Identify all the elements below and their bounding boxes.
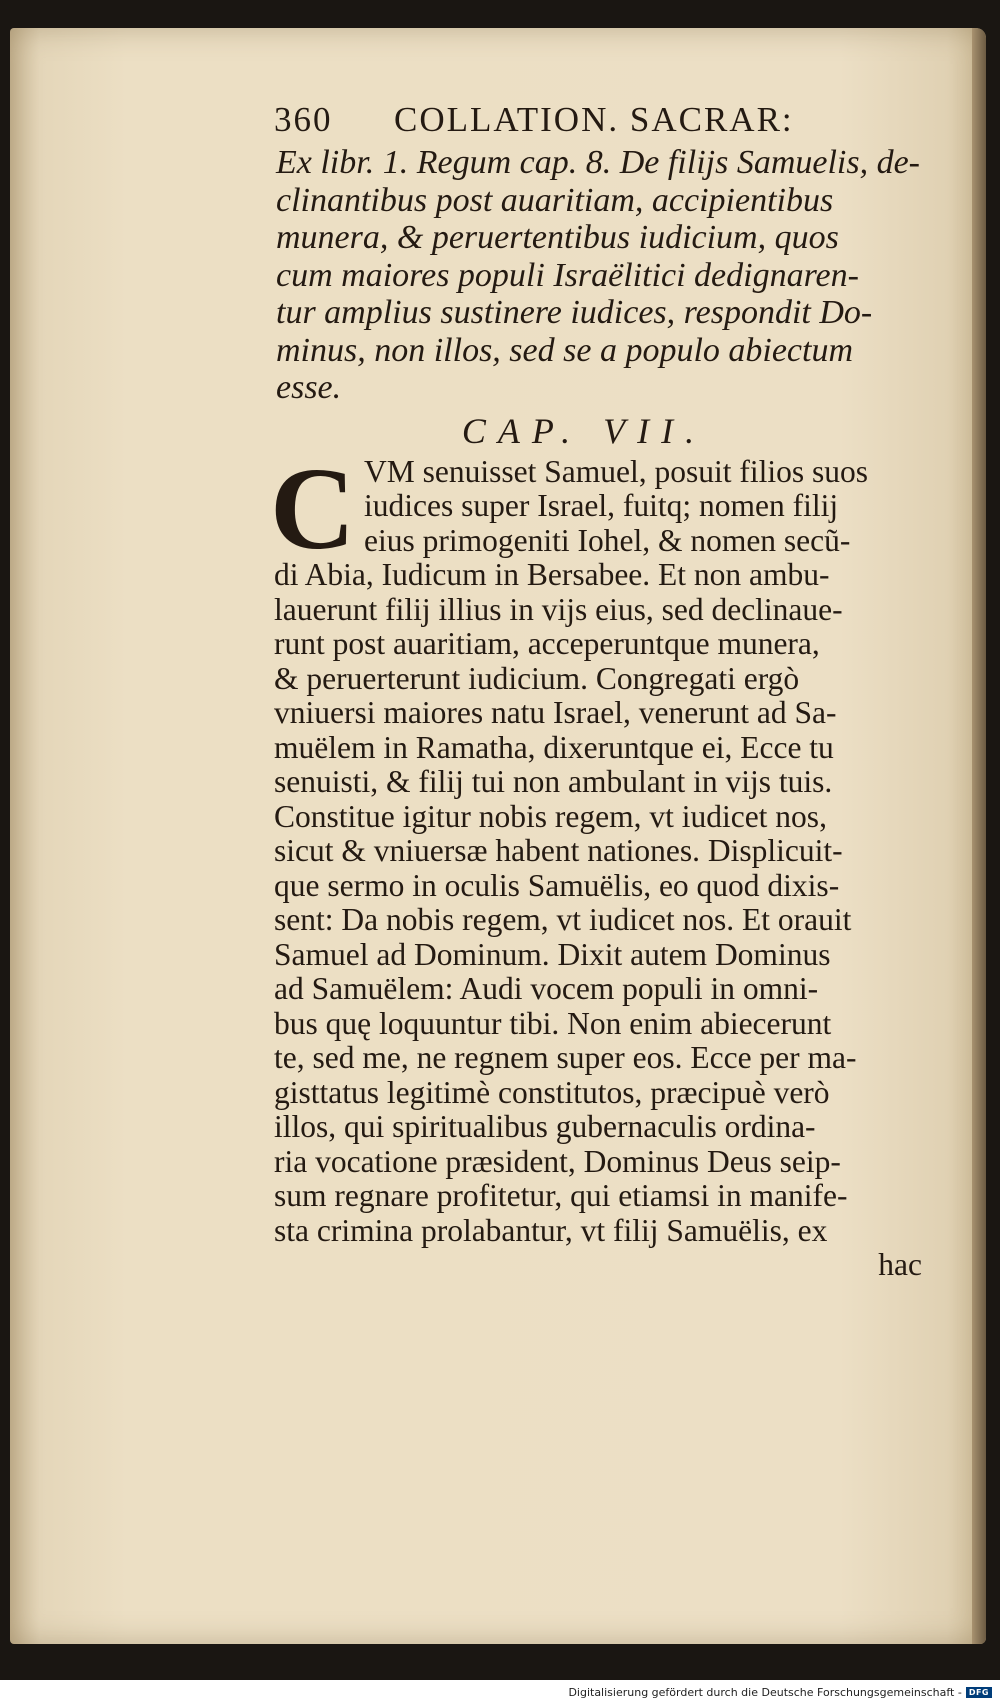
text-line: bus quę loquuntur tibi. Non enim abiecerunt [274, 1005, 832, 1041]
text-line: te, sed me, ne regnem super eos. Ecce per ma- [274, 1040, 857, 1075]
text-line: ria vocatione præsident, Dominus Deus seip- [274, 1143, 841, 1179]
catchword: hac [878, 1247, 922, 1282]
running-title: COLLATION. SACRAR: [394, 100, 794, 139]
text-line: Samuel ad Dominum. Dixit autem Dominus [274, 936, 831, 972]
text-line: illos, qui spiritualibus gubernaculis ordina- [274, 1109, 816, 1144]
text-line: Constitue igitur nobis regem, vt iudicet nos, [274, 798, 827, 834]
dfg-logo: DFG [966, 1687, 992, 1698]
summary-line: cum maiores populi Israëlitici dedignaren- [276, 256, 859, 294]
chapter-summary [276, 144, 934, 407]
page-number: 360 [274, 100, 333, 139]
text-line: sent: Da nobis regem, vt iudicet nos. Et orauit [274, 902, 852, 937]
book-page [10, 28, 986, 1644]
text-line: gisttatus legitimè constitutos, præcipuè verò [274, 1074, 830, 1110]
summary-line: esse. [276, 369, 342, 406]
summary-line: tur amplius sustinere iudices, respondit Do- [276, 294, 873, 331]
text-line: lauerunt filij illius in vijs eius, sed declinaue- [274, 591, 843, 627]
credit-text: Digitalisierung gefördert durch die Deutsche Forschungsgemeinschaft - [568, 1686, 962, 1699]
drop-cap: C [270, 442, 356, 574]
text-line: VM senuisset Samuel, posuit filios suos [364, 453, 869, 489]
summary-line: munera, & peruertentibus iudicium, quos [276, 219, 839, 256]
chapter-heading: CAP. VII. [461, 410, 707, 451]
text-line: senuisti, & filij tui non ambulant in vijs tuis. [274, 764, 833, 799]
running-header [274, 98, 934, 144]
text-line: vniuersi maiores natu Israel, venerunt ad Sa- [274, 695, 837, 730]
digitization-credit [568, 1686, 992, 1699]
text-line: runt post auaritiam, acceperuntque munera, [274, 626, 820, 661]
text-line: di Abia, Iudicum in Bersabee. Et non ambu- [274, 557, 830, 592]
summary-line: clinantibus post auaritiam, accipientibus [276, 181, 834, 219]
text-line: & peruerterunt iudicium. Congregati ergò [274, 660, 800, 696]
text-line: muëlem in Ramatha, dixeruntque ei, Ecce tu [274, 729, 834, 765]
text-line: iudices super Israel, fuitq; nomen filij [364, 488, 839, 523]
text-line: eius primogeniti Iohel, & nomen secũ- [364, 522, 851, 558]
text-line: ad Samuëlem: Audi vocem populi in omni- [274, 971, 819, 1006]
text-line: sicut & vniuersæ habent nationes. Displicuit- [274, 833, 843, 868]
page-content [270, 98, 934, 1283]
text-line: sta crimina prolabantur, vt filij Samuëlis, ex [274, 1212, 828, 1248]
body-text [270, 442, 934, 1283]
text-line: sum regnare profitetur, qui etiamsi in manife- [274, 1178, 848, 1213]
summary-line: Ex libr. 1. Regum cap. 8. De filijs Samuelis, de- [276, 144, 921, 181]
book-spine-edge [972, 28, 986, 1644]
text-line: que sermo in oculis Samuëlis, eo quod dixis- [274, 867, 840, 903]
summary-line: minus, non illos, sed se a populo abiectum [276, 331, 854, 369]
